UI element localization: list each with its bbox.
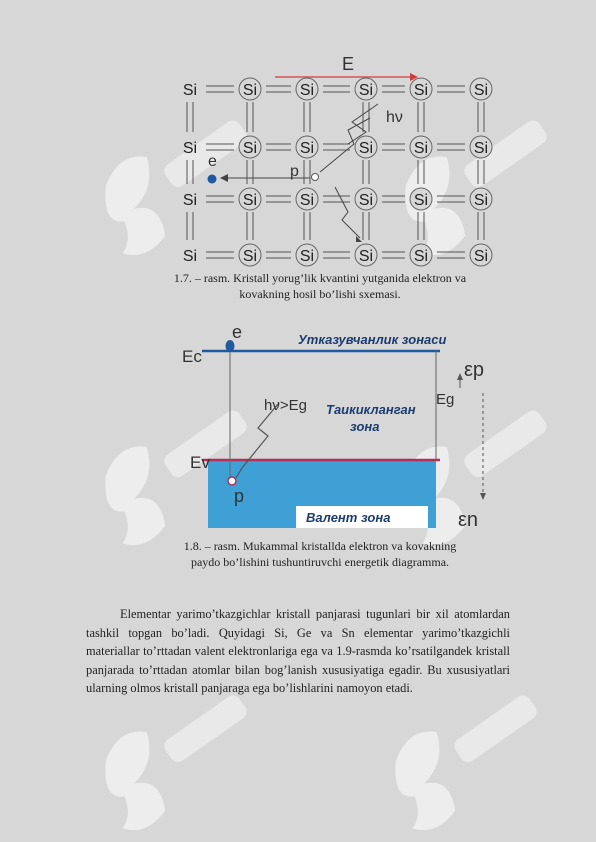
caption-line: 1.8. – rasm. Mukammal kristallda elektron va kovakning [183, 539, 457, 553]
si-atom [239, 78, 261, 100]
si-atom-label: Si [182, 140, 198, 157]
si-atom [470, 244, 492, 266]
si-atom [355, 78, 377, 100]
figure-silicon-lattice [170, 52, 500, 270]
si-atom [239, 136, 261, 158]
si-atom-label: Si [299, 248, 315, 265]
forbidden-zone-label: Таикикланган [326, 402, 416, 417]
si-atom-label: Si [242, 82, 258, 99]
ep-arrow-head [457, 373, 463, 380]
electron-label: e [208, 153, 217, 170]
si-atom-label: Si [358, 248, 374, 265]
si-atom [183, 192, 197, 209]
conduction-zone-label: Утказувчанлик зонаси [298, 332, 447, 347]
hole-label: p [234, 486, 245, 506]
si-atom [296, 244, 318, 266]
en-arrow-head [480, 493, 486, 500]
figure1-caption [120, 270, 520, 302]
si-atom-label: Si [182, 192, 198, 209]
caption-line: kovakning hosil bo’lishi sxemasi. [239, 287, 401, 301]
si-atom [410, 244, 432, 266]
ec-label: Ec [182, 347, 202, 366]
si-atom-label: Si [473, 82, 489, 99]
hole-dot [312, 174, 319, 181]
electron-path-arrow-head [220, 174, 228, 182]
si-atom-label: Si [182, 82, 198, 99]
si-atom [470, 188, 492, 210]
valence-zone-label: Валент зона [306, 510, 391, 525]
gap-label: Eg [436, 391, 455, 408]
si-atom [296, 188, 318, 210]
photon-label: hν [386, 109, 403, 126]
si-atom [183, 248, 197, 265]
si-atom-label: Si [299, 140, 315, 157]
photon-label: hν>Eg [264, 397, 307, 414]
si-atom-label: Si [358, 140, 374, 157]
si-atom-label: Si [473, 140, 489, 157]
caption-line: paydo bo’lishini tushuntiruvchi energetik diagramma. [190, 555, 450, 569]
ev-label: Ev [190, 453, 210, 472]
figure2-caption [120, 538, 520, 570]
si-atom-label: Si [242, 248, 258, 265]
si-atom-label: Si [182, 248, 198, 265]
si-atom-label: Si [242, 140, 258, 157]
si-atom-label: Si [413, 192, 429, 209]
figure-energy-diagram [180, 318, 500, 538]
ep-label: εp [464, 359, 485, 381]
si-atom [355, 136, 377, 158]
si-atom-label: Si [299, 82, 315, 99]
hole-dot [228, 477, 236, 485]
si-atom-label: Si [473, 192, 489, 209]
forbidden-zone-label: зона [350, 419, 380, 434]
si-atom-label: Si [413, 248, 429, 265]
electron-label: e [232, 322, 243, 342]
si-atom-label: Si [242, 192, 258, 209]
si-atom [296, 136, 318, 158]
si-atom [183, 140, 197, 157]
si-atom [410, 136, 432, 158]
si-atom-label: Si [473, 248, 489, 265]
si-atom-label: Si [413, 82, 429, 99]
si-atom [410, 78, 432, 100]
si-atom [239, 188, 261, 210]
si-atom [355, 188, 377, 210]
si-atom-label: Si [413, 140, 429, 157]
en-label: εn [458, 509, 479, 531]
si-atom [296, 78, 318, 100]
electron-dot [208, 175, 217, 184]
si-atom [183, 82, 197, 99]
field-label: E [342, 54, 355, 74]
si-atom [470, 78, 492, 100]
caption-line: 1.7. – rasm. Kristall yorug’lik kvantini yutganida elektron va [173, 271, 467, 285]
si-atom-label: Si [299, 192, 315, 209]
body-paragraph: Elementar yarimo’tkazgichlar kristall panjarasi tugunlari bir xil atomlardan tashkil topgan bo’ladi. Quyidagi Si, Ge va Sn elementar yarimo’tkazgichli materiallar to’rttadan valent elektronlariga ega va 1.9-rasmda ko’rsatilgandek kristall panjarada to’rttadan atomlar bilan bog’lanish xususiyatiga egadir. Bu xususiyatlari ularning olmos kristall panjaraga ega bo’lishlarini namoyon etadi. [86, 607, 510, 696]
si-atom [239, 244, 261, 266]
si-atom [470, 136, 492, 158]
hole-label: p [290, 163, 299, 180]
electron-dot [226, 340, 235, 352]
si-atom [410, 188, 432, 210]
si-atom [355, 244, 377, 266]
watermark-logo [75, 680, 275, 830]
si-atom-label: Si [358, 82, 374, 99]
si-atom-label: Si [358, 192, 374, 209]
watermark-logo [365, 680, 565, 830]
